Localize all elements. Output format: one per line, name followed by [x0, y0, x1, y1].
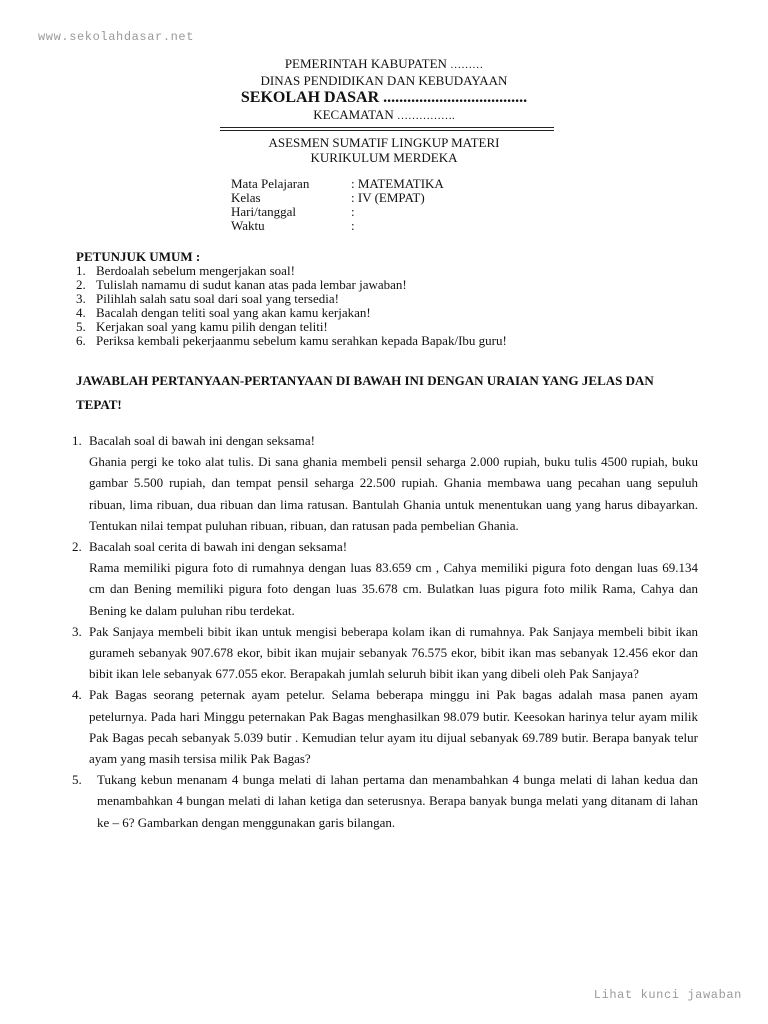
question-body	[89, 536, 698, 621]
instruction-text: Pilihlah salah satu soal dari soal yang tersedia!	[96, 291, 339, 306]
question-body	[89, 684, 698, 769]
instruction-number: 6.	[76, 333, 86, 348]
question-item	[72, 684, 698, 769]
question-body	[89, 621, 698, 685]
question-body	[97, 769, 698, 833]
instruction-number: 1.	[76, 263, 86, 278]
letterhead-line-district	[0, 107, 768, 124]
letterhead	[0, 56, 768, 124]
instruction-item	[76, 306, 507, 320]
question-number: 1.	[72, 433, 82, 448]
meta-label: Waktu	[231, 218, 265, 233]
meta-value: :	[351, 204, 355, 219]
district-dots: …………….	[397, 110, 455, 122]
watermark-url: www.sekolahdasar.net	[38, 30, 195, 44]
district-text: KECAMATAN	[313, 107, 394, 122]
meta-label: Hari/tanggal	[231, 204, 296, 219]
exam-title-line-2: KURIKULUM MERDEKA	[310, 150, 458, 165]
question-item	[72, 769, 698, 833]
instruction-text: Kerjakan soal yang kamu pilih dengan teliti!	[96, 319, 328, 334]
meta-row-time	[231, 219, 444, 233]
question-text: Pak Sanjaya membeli bibit ikan untuk mengisi beberapa kolam ikan di rumahnya. Pak Sanjaya membeli bibit ikan gurameh sebanyak 907.678 ekor, bibit ikan mujair sebanyak 76.575 ekor, bibit ikan mas sebanyak 12.456 ekor dan bibit ikan lele sebanyak 677.055 ekor. Berapakah jumlah seluruh bibit ikan yang dibeli oleh Pak Sanjaya?	[89, 623, 698, 682]
exam-title-line-1: ASESMEN SUMATIF LINGKUP MATERI	[268, 135, 500, 150]
meta-value: :	[351, 218, 355, 233]
header-divider-bottom	[220, 130, 554, 131]
instruction-number: 4.	[76, 305, 86, 320]
question-number: 5.	[72, 772, 82, 788]
instruction-item	[76, 334, 507, 348]
instruction-text: Berdoalah sebelum mengerjakan soal!	[96, 263, 295, 278]
question-intro: Bacalah soal di bawah ini dengan seksama!	[89, 433, 315, 448]
instruction-item	[76, 264, 507, 278]
instruction-item	[76, 292, 507, 306]
instruction-number: 5.	[76, 319, 86, 334]
exam-meta	[231, 177, 444, 233]
letterhead-line-government	[0, 56, 768, 73]
question-body	[89, 430, 698, 536]
government-text: PEMERINTAH KABUPATEN	[284, 56, 447, 71]
instruction-text: Bacalah dengan teliti soal yang akan kamu kerjakan!	[96, 305, 371, 320]
meta-row-date	[231, 205, 444, 219]
question-item	[72, 430, 698, 536]
meta-label: Kelas	[231, 190, 261, 205]
question-number: 4.	[72, 687, 82, 703]
general-instructions	[76, 250, 507, 348]
question-text: Pak Bagas seorang peternak ayam petelur. Selama beberapa minggu ini Pak bagas adalah masa panen ayam petelurnya. Pada hari Minggu peternakan Pak Bagas menghasilkan 98.079 butir. Keesokan harinya telur ayam milik Pak Bagas pecah sebanyak 5.039 butir . Kemudian telur ayam itu dijual sebanyak 69.789 butir. Berapa banyak telur ayam yang masih tersisa milik Pak Bagas?	[89, 687, 698, 767]
answer-directive: JAWABLAH PERTANYAAN-PERTANYAAN DI BAWAH INI DENGAN URAIAN YANG JELAS DAN TEPAT!	[76, 373, 654, 412]
meta-row-subject	[231, 177, 444, 191]
letterhead-school-name: SEKOLAH DASAR ....................................	[240, 89, 528, 106]
question-number: 3.	[72, 623, 82, 639]
exam-title	[0, 135, 768, 165]
question-list	[72, 430, 698, 833]
instructions-title: PETUNJUK UMUM :	[76, 249, 201, 264]
question-text: Tukang kebun menanam 4 bunga melati di lahan pertama dan menambahkan 4 bunga melati di lahan kedua dan menambahkan 4 bungan melati di lahan ketiga dan seterusnya. Berapa banyak bunga melati yang ditanam di lahan ke – 6? Gambarkan dengan menggunakan garis bilangan.	[97, 772, 698, 830]
question-text: Ghania pergi ke toko alat tulis. Di sana ghania membeli pensil seharga 2.000 rupiah, buku tulis 4500 rupiah, buku gambar 5.500 rupiah, dan tempat pensil seharga 22.500 rupiah. Ghania membawa uang pecahan uang sepuluh ribuan, lima ribuan, dua ribuan dan lima ratusan. Bantulah Ghania untuk menentukan uang yang harus dibayarkan. Tentukan nilai tempat puluhan ribuan, ribuan, dan ratusan pada pembelian Ghania.	[89, 454, 698, 533]
header-divider-top	[220, 127, 554, 128]
meta-label: Mata Pelajaran	[231, 176, 310, 191]
meta-value: : MATEMATIKA	[351, 176, 444, 191]
question-item	[72, 536, 698, 621]
meta-row-class	[231, 191, 444, 205]
letterhead-line-department: DINAS PENDIDIKAN DAN KEBUDAYAAN	[260, 73, 508, 88]
question-text: Rama memiliki pigura foto di rumahnya dengan luas 83.659 cm , Cahya memiliki pigura foto dengan luas 69.134 cm dan Bening memiliki pigura foto dengan luas 35.678 cm. Bulatkan luas pigura foto milik Rama, Cahya dan Bening ke dalam puluhan ribu terdekat.	[89, 560, 698, 618]
meta-value: : IV (EMPAT)	[351, 190, 425, 205]
answer-key-link[interactable]: Lihat kunci jawaban	[593, 988, 742, 1002]
instruction-item	[76, 320, 507, 334]
question-item	[72, 621, 698, 685]
government-dots: ………	[450, 59, 484, 71]
question-intro: Bacalah soal cerita di bawah ini dengan seksama!	[89, 539, 348, 555]
instruction-text: Periksa kembali pekerjaanmu sebelum kamu serahkan kepada Bapak/Ibu guru!	[96, 333, 507, 348]
instruction-text: Tulislah namamu di sudut kanan atas pada lembar jawaban!	[96, 277, 407, 292]
question-number: 2.	[72, 539, 82, 555]
instruction-number: 2.	[76, 277, 86, 292]
instruction-number: 3.	[76, 291, 86, 306]
instruction-item	[76, 278, 507, 292]
